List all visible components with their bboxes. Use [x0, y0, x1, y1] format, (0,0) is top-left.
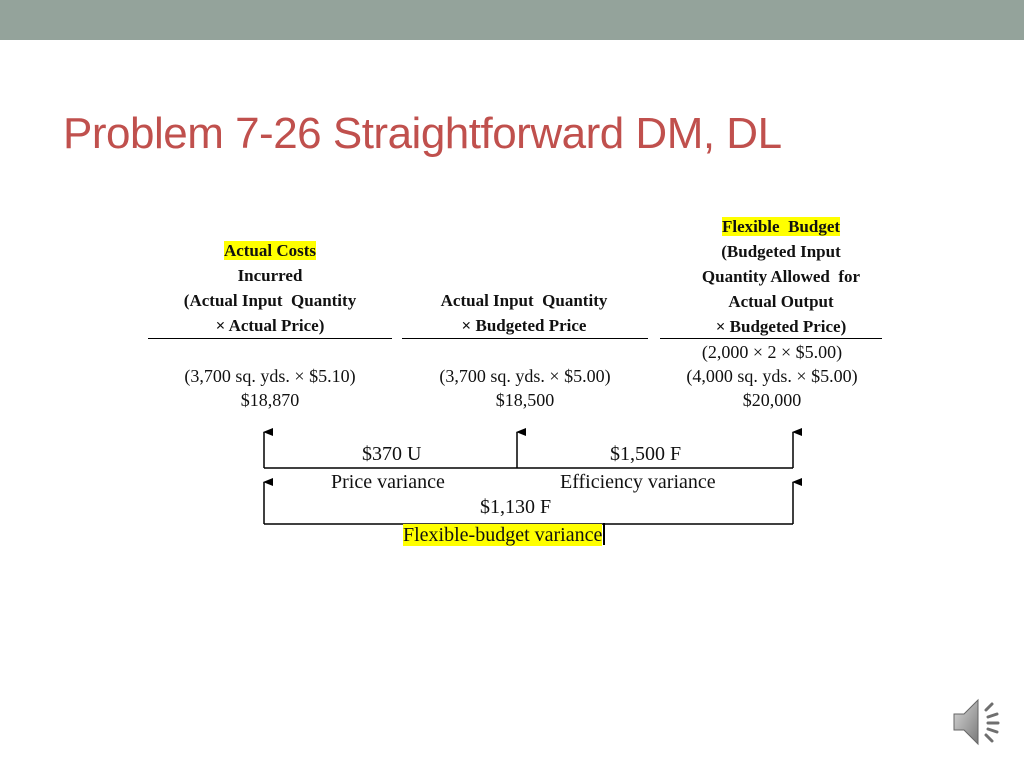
- computation: (4,000 sq. yds. × $5.00): [686, 366, 858, 386]
- computation: (3,700 sq. yds. × $5.10): [184, 366, 356, 386]
- flexible-budget-highlight: Flexible Budget: [721, 217, 841, 236]
- price-variance-amount: $370 U: [362, 443, 422, 465]
- efficiency-variance-label: Efficiency variance: [560, 471, 716, 493]
- amount: $20,000: [742, 390, 802, 410]
- heading-line: Incurred: [237, 266, 303, 285]
- text-cursor: [603, 523, 605, 545]
- flexible-budget-variance-row: [403, 522, 605, 548]
- computation-extra: (2,000 × 2 × $5.00): [701, 342, 843, 362]
- slide-title: Problem 7-26 Straightforward DM, DL: [63, 109, 782, 158]
- computation: (3,700 sq. yds. × $5.00): [439, 366, 611, 386]
- amount: $18,870: [240, 390, 300, 410]
- variance-diagram: [140, 210, 900, 570]
- speaker-icon[interactable]: [948, 692, 1008, 752]
- flexible-budget-variance-amount: $1,130 F: [480, 496, 552, 518]
- top-accent-bar: [0, 0, 1024, 40]
- heading-line: (Actual Input Quantity: [183, 291, 357, 310]
- price-variance-label: Price variance: [331, 471, 445, 493]
- heading-line: × Actual Price): [215, 316, 325, 335]
- amount: $18,500: [495, 390, 555, 410]
- flexible-budget-variance-label: Flexible-budget variance: [403, 524, 603, 546]
- heading-line: × Budgeted Price: [461, 316, 587, 335]
- heading-line: × Budgeted Price): [715, 317, 847, 336]
- heading-line: Actual Output: [728, 292, 834, 311]
- efficiency-variance-amount: $1,500 F: [610, 443, 682, 465]
- heading-line: Quantity Allowed for: [701, 267, 861, 286]
- heading-line: (Budgeted Input: [721, 242, 841, 261]
- actual-costs-highlight: Actual Costs: [223, 241, 317, 260]
- heading-line: Actual Input Quantity: [440, 291, 608, 310]
